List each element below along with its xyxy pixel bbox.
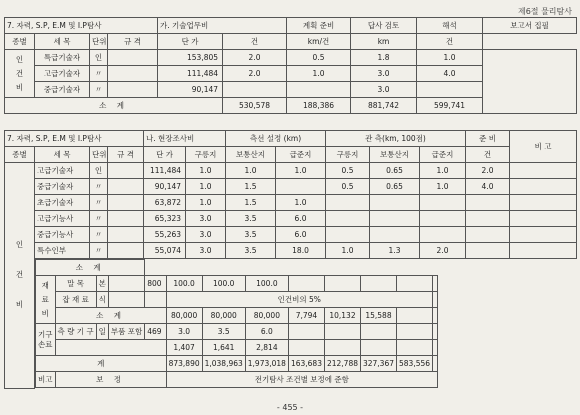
table2-subtitle: 나. 현장조사비 xyxy=(144,131,226,147)
row-spec xyxy=(108,66,158,82)
row-unit: 인 xyxy=(90,50,108,66)
subcol-header: km xyxy=(351,34,417,50)
total-cell: 583,556 xyxy=(397,356,433,372)
row-item: 잡 재 료 xyxy=(55,292,96,308)
col-header: 답사 검토 xyxy=(351,18,417,34)
subcol-header: 보통산지 xyxy=(370,147,420,163)
tech-service-cost-table xyxy=(4,17,577,114)
subtotal-cell: 188,386 xyxy=(287,98,351,114)
cell xyxy=(326,195,370,211)
table-row xyxy=(5,211,577,227)
cell xyxy=(324,324,360,340)
cell: 1.0 xyxy=(186,163,226,179)
col-header: 준 비 xyxy=(466,131,510,147)
cell: 0.65 xyxy=(370,163,420,179)
field-survey-cost-table xyxy=(4,130,577,389)
subcol-header: 구릉지 xyxy=(186,147,226,163)
row-price: 65,323 xyxy=(144,211,186,227)
row-spec xyxy=(108,195,144,211)
remark-cell xyxy=(433,324,438,340)
cell xyxy=(466,195,510,211)
page-number: - 455 - xyxy=(276,403,304,412)
cell: 100.0 xyxy=(166,276,202,292)
cell xyxy=(287,82,351,98)
cell xyxy=(360,276,396,292)
row-spec xyxy=(108,82,158,98)
cell: 1.0 xyxy=(417,50,483,66)
cell: 1.0 xyxy=(186,195,226,211)
row-spec xyxy=(108,227,144,243)
col-header: 단 가 xyxy=(144,147,186,163)
total-cell: 1,973,018 xyxy=(245,356,288,372)
cell xyxy=(466,211,510,227)
row-item: 특수인부 xyxy=(35,243,90,259)
col-header: 규 격 xyxy=(108,147,144,163)
cell: 3.5 xyxy=(226,227,276,243)
remark-cell xyxy=(510,179,577,195)
col-header: 단위 xyxy=(90,34,108,50)
cell: 1.0 xyxy=(186,179,226,195)
row-spec xyxy=(108,243,144,259)
cell: 4.0 xyxy=(417,66,483,82)
table-row xyxy=(5,195,577,211)
row-spec xyxy=(108,276,144,292)
cell xyxy=(370,195,420,211)
subtotal-label: 소 계 xyxy=(5,98,223,114)
row-price xyxy=(145,292,166,308)
total-cell: 327,367 xyxy=(360,356,396,372)
col-header: 관 측(km, 100점) xyxy=(326,131,466,147)
cell: 3.0 xyxy=(186,243,226,259)
row-price: 90,147 xyxy=(144,179,186,195)
subtotal-cell: 1,641 xyxy=(202,340,245,356)
cell: 1.0 xyxy=(226,163,276,179)
row-price: 153,805 xyxy=(158,50,223,66)
equip-subtotal-label xyxy=(55,340,166,356)
subcol-header: 구릉지 xyxy=(326,147,370,163)
subtotal-cell: 7,794 xyxy=(288,308,324,324)
cell xyxy=(288,276,324,292)
row-price: 469 xyxy=(145,324,166,340)
row-unit: 인 xyxy=(90,163,108,179)
correction-category: 비고 xyxy=(36,372,56,388)
subtotal-cell: 80,000 xyxy=(202,308,245,324)
cell xyxy=(326,211,370,227)
cell xyxy=(324,340,360,356)
grand-total-label: 계 xyxy=(36,356,167,372)
col-header: 종별 xyxy=(5,34,35,50)
subtotal-label: 소 계 xyxy=(55,308,166,324)
cell: 3.0 xyxy=(351,82,417,98)
cell xyxy=(370,211,420,227)
row-spec: 부품 포함 xyxy=(108,324,144,340)
row-price: 111,484 xyxy=(144,163,186,179)
cell: 3.0 xyxy=(166,324,202,340)
cell: 100.0 xyxy=(202,276,245,292)
cell: 1.0 xyxy=(326,243,370,259)
cell xyxy=(360,340,396,356)
remark-cell xyxy=(433,292,438,308)
subtotal-cell: 881,742 xyxy=(351,98,417,114)
correction-item: 보 정 xyxy=(55,372,166,388)
cell: 3.5 xyxy=(226,243,276,259)
table2-title: 7. 자력, S.P, E.M 및 I.P탐사 xyxy=(5,131,144,147)
total-cell: 163,683 xyxy=(288,356,324,372)
cell: 1.0 xyxy=(276,195,326,211)
cell xyxy=(326,227,370,243)
table-row xyxy=(5,163,577,179)
total-cell: 873,890 xyxy=(166,356,202,372)
labor-rows xyxy=(5,163,577,389)
cell xyxy=(420,195,466,211)
cell: 1.5 xyxy=(226,195,276,211)
remark-cell xyxy=(510,243,577,259)
row-item: 말 목 xyxy=(55,276,96,292)
cell: 1.8 xyxy=(351,50,417,66)
table1-title: 7. 자력, S.P, E.M 및 I.P탐사 xyxy=(5,18,158,34)
subtotal-cell: 15,588 xyxy=(360,308,396,324)
subtotal-cell: 80,000 xyxy=(166,308,202,324)
cell: 4.0 xyxy=(466,179,510,195)
cell: 3.5 xyxy=(202,324,245,340)
subtotal-cell: 599,741 xyxy=(417,98,483,114)
cell xyxy=(288,340,324,356)
col-header: 세 목 xyxy=(35,34,90,50)
col-header: 단 가 xyxy=(158,34,223,50)
row-unit: 〃 xyxy=(90,211,108,227)
row-spec xyxy=(108,292,144,308)
row-spec xyxy=(108,211,144,227)
total-cell: 212,788 xyxy=(324,356,360,372)
subtotal-cell: 530,578 xyxy=(223,98,287,114)
row-price: 55,074 xyxy=(144,243,186,259)
row-price: 800 xyxy=(145,276,166,292)
cell: 6.0 xyxy=(245,324,288,340)
cell: 1.5 xyxy=(226,179,276,195)
row-unit: 〃 xyxy=(90,195,108,211)
labor-group-label: 인 건 비 xyxy=(5,163,35,389)
remark-cell xyxy=(510,195,577,211)
cell xyxy=(397,276,433,292)
col-header: 세 목 xyxy=(35,147,90,163)
table-row xyxy=(5,227,577,243)
cell: 0.5 xyxy=(326,179,370,195)
cell xyxy=(417,82,483,98)
subcol-header: 건 xyxy=(417,34,483,50)
cell: 1.3 xyxy=(370,243,420,259)
cell: 0.5 xyxy=(287,50,351,66)
row-unit: 본 xyxy=(96,276,108,292)
row-unit: 〃 xyxy=(90,82,108,98)
col-header: 보고서 집필 xyxy=(483,18,577,34)
cell: 6.0 xyxy=(276,211,326,227)
table-row xyxy=(5,243,577,259)
subtotal-cell: 80,000 xyxy=(245,308,288,324)
col-header: 규 격 xyxy=(108,34,158,50)
row-unit: 일 xyxy=(96,324,108,340)
row-item: 측 량 기 구 xyxy=(55,324,96,340)
cell xyxy=(420,227,466,243)
cell: 3.0 xyxy=(186,211,226,227)
table-row xyxy=(5,179,577,195)
subcol-header: km/건 xyxy=(287,34,351,50)
row-unit: 〃 xyxy=(90,227,108,243)
cell xyxy=(276,179,326,195)
cell xyxy=(397,308,433,324)
total-cell: 1,038,963 xyxy=(202,356,245,372)
remark-cell xyxy=(433,356,438,372)
subcol-header: 건 xyxy=(223,34,287,50)
cell: 2.0 xyxy=(223,50,287,66)
cell: 1.0 xyxy=(420,163,466,179)
subtotal-label: 소 계 xyxy=(36,260,145,276)
row-spec xyxy=(108,179,144,195)
cell: 3.5 xyxy=(226,211,276,227)
cell: 2.0 xyxy=(223,66,287,82)
cell xyxy=(397,340,433,356)
remark-cell xyxy=(433,340,438,356)
row-unit: 〃 xyxy=(90,66,108,82)
cell xyxy=(466,227,510,243)
row-item: 특급기술자 xyxy=(35,50,90,66)
row-price: 111,484 xyxy=(158,66,223,82)
row-item: 중급기능사 xyxy=(35,227,90,243)
col-header: 해석 xyxy=(417,18,483,34)
correction-note: 전기탐사 조건별 보정에 준함 xyxy=(166,372,437,388)
cell: 6.0 xyxy=(276,227,326,243)
subcol-header: 급준지 xyxy=(420,147,466,163)
row-item: 고급기능사 xyxy=(35,211,90,227)
cell: 1.0 xyxy=(287,66,351,82)
row-unit: 식 xyxy=(96,292,108,308)
subtotal-cell: 10,132 xyxy=(324,308,360,324)
row-item: 중급기술자 xyxy=(35,82,90,98)
row-price: 55,263 xyxy=(144,227,186,243)
cell: 2.0 xyxy=(466,163,510,179)
remark-cell xyxy=(433,276,438,292)
row-item: 고급기술자 xyxy=(35,66,90,82)
chapter-header: 제6절 물리탐사 xyxy=(517,7,572,16)
cell xyxy=(223,82,287,98)
col-header: 단위 xyxy=(90,147,108,163)
row-unit: 〃 xyxy=(90,179,108,195)
col-header: 계획 준비 xyxy=(287,18,351,34)
cell: 1.0 xyxy=(420,179,466,195)
col-header: 측선 설정 (km) xyxy=(226,131,326,147)
cell xyxy=(370,227,420,243)
subtotal-cell: 2,814 xyxy=(245,340,288,356)
row-spec xyxy=(108,50,158,66)
col-header: 종별 xyxy=(5,147,35,163)
cell: 18.0 xyxy=(276,243,326,259)
remark-cell xyxy=(510,211,577,227)
cell xyxy=(360,324,396,340)
material-group-label: 재 료 비 xyxy=(36,276,56,324)
row-item: 초급기술자 xyxy=(35,195,90,211)
subcol-header: 급준지 xyxy=(276,147,326,163)
remark-cell xyxy=(510,163,577,179)
row-price: 90,147 xyxy=(158,82,223,98)
row-spec xyxy=(108,163,144,179)
col-header: 비 고 xyxy=(510,131,577,163)
cell xyxy=(466,243,510,259)
remark-cell xyxy=(433,308,438,324)
cell xyxy=(420,211,466,227)
equip-group-label: 기구 손료 xyxy=(36,324,56,356)
cell: 0.5 xyxy=(326,163,370,179)
subtotal-cell: 1,407 xyxy=(166,340,202,356)
table1-subtitle: 가. 기술업무비 xyxy=(158,18,287,34)
cell: 2.0 xyxy=(420,243,466,259)
cell: 100.0 xyxy=(245,276,288,292)
cell xyxy=(397,324,433,340)
misc-material-note: 인건비의 5% xyxy=(166,292,432,308)
group-label: 인 건 비 xyxy=(5,50,35,98)
cell xyxy=(288,324,324,340)
cell: 0.65 xyxy=(370,179,420,195)
row-item: 중급기술자 xyxy=(35,179,90,195)
row-item: 고급기술자 xyxy=(35,163,90,179)
cell xyxy=(324,276,360,292)
row-price: 63,872 xyxy=(144,195,186,211)
cell: 1.0 xyxy=(276,163,326,179)
subcol-header: 보통산지 xyxy=(226,147,276,163)
remark-cell xyxy=(510,227,577,243)
cell: 3.0 xyxy=(186,227,226,243)
subcol-header: 건 xyxy=(466,147,510,163)
remark-cell xyxy=(483,50,577,114)
cell: 3.0 xyxy=(351,66,417,82)
row-unit: 〃 xyxy=(90,243,108,259)
